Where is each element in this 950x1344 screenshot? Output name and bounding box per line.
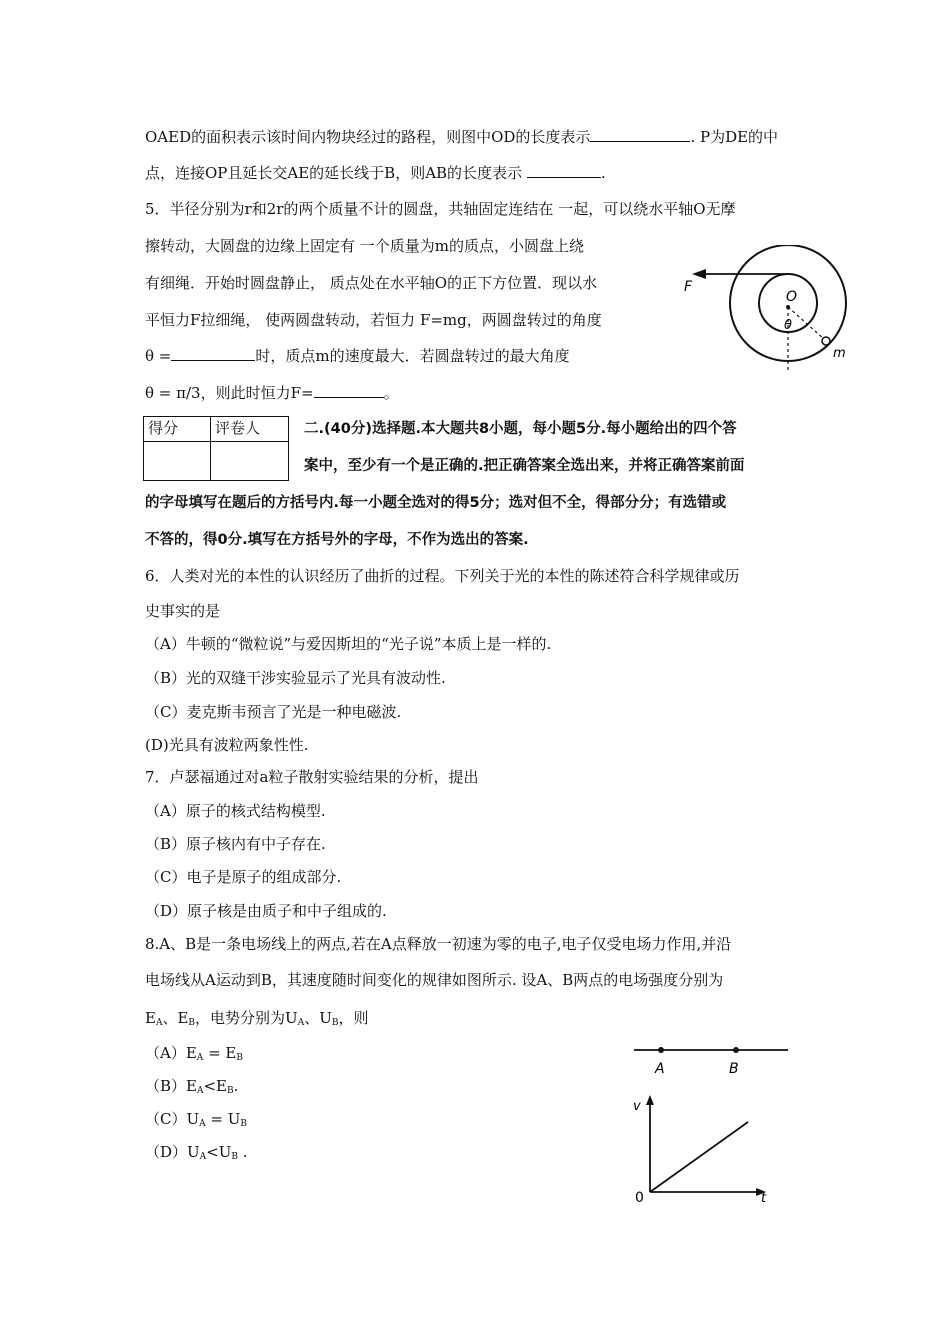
- text: ，则: [338, 1009, 369, 1027]
- q6-option-d: (D)光具有波粒两象性性.: [145, 736, 309, 754]
- text: E: [145, 1009, 156, 1027]
- q6-stem-1: 6．人类对光的本性的认识经历了曲折的过程。下列关于光的本性的陈述符合科学规律或历: [145, 567, 740, 585]
- answer-blank[interactable]: [527, 163, 601, 178]
- label-v: v: [633, 1099, 641, 1114]
- text: ，电势分别为U: [195, 1009, 298, 1027]
- q8-option-b: [145, 1076, 238, 1101]
- q4-line2-text: 点，连接OP且延长交AE的延长线于B，则AB的长度表示: [145, 164, 523, 182]
- q5-theta-prefix: θ =: [145, 347, 172, 365]
- q5-disc-figure: [670, 245, 860, 380]
- q6-option-b: （B）光的双缝干涉实验显示了光具有波动性.: [145, 669, 446, 687]
- q7-option-c: （C）电子是原子的组成部分.: [145, 868, 342, 886]
- point-A: [658, 1047, 664, 1053]
- subscript: B: [227, 1086, 234, 1096]
- text: <U: [206, 1143, 232, 1161]
- text: .: [233, 1077, 239, 1095]
- label-t: t: [761, 1191, 767, 1206]
- grader-header: 评卷人: [211, 417, 289, 442]
- q5-line-5: [145, 346, 570, 366]
- label-A: A: [655, 1061, 665, 1077]
- section2-line-1: 二.(40分)选择题.本大题共8小题，每小题5分.每小题给出的四个答: [304, 421, 737, 437]
- subscript: B: [331, 1018, 339, 1028]
- q8-option-c: [145, 1109, 247, 1134]
- q8-field-line-figure: [630, 1040, 795, 1080]
- subscript: B: [240, 1119, 247, 1129]
- force-arrow-head: [692, 269, 706, 279]
- q8-vt-graph: [628, 1092, 778, 1207]
- q8-option-d: [145, 1142, 248, 1167]
- velocity-line: [650, 1122, 748, 1192]
- q5-max-angle-tail: 。: [383, 384, 399, 402]
- answer-blank[interactable]: [590, 127, 690, 142]
- q6-stem-2: 史事实的是: [145, 602, 221, 620]
- q4-line1-text: OAED的面积表示该时间内物块经过的路程，则图中OD的长度表示: [145, 128, 591, 146]
- q5-line-4: 平恒力F拉细绳， 使两圆盘转动，若恒力 F=mg，两圆盘转过的角度: [145, 311, 602, 329]
- q8-stem-2: 电场线从A运动到B，其速度随时间变化的规律如图所示. 设A、B两点的电场强度分别为: [145, 971, 724, 989]
- q6-option-c: （C）麦克斯韦预言了光是一种电磁波.: [145, 703, 402, 721]
- subscript: A: [155, 1018, 163, 1028]
- text: <E: [203, 1077, 228, 1095]
- label-m: m: [833, 346, 846, 361]
- subscript: A: [199, 1119, 206, 1129]
- q4-line2: [145, 163, 606, 183]
- q7-option-b: （B）原子核内有中子存在.: [145, 835, 326, 853]
- grader-cell[interactable]: [211, 442, 289, 481]
- text: 、E: [162, 1009, 189, 1027]
- subscript: B: [188, 1018, 196, 1028]
- q7-option-a: （A）原子的核式结构模型.: [145, 802, 326, 820]
- label-0: 0: [635, 1190, 644, 1206]
- q5-line-2: 擦转动，大圆盘的边缘上固定有 一个质量为m的质点，小圆盘上绕: [145, 237, 584, 255]
- v-axis-arrow: [646, 1095, 654, 1105]
- q5-line-6: [145, 383, 399, 403]
- q5-line-3: 有细绳．开始时圆盘静止， 质点处在水平轴O的正下方位置．现以水: [145, 274, 598, 292]
- mass-point: [822, 337, 830, 345]
- text: （B）E: [145, 1077, 197, 1095]
- score-table: [143, 416, 289, 481]
- q5-line-1: 5．半径分别为r和2r的两个质量不计的圆盘，共轴固定连结在 一起，可以绕水平轴O无摩: [145, 200, 736, 218]
- answer-blank[interactable]: [171, 346, 255, 361]
- axis-point: [786, 305, 790, 309]
- text: （C）U: [145, 1110, 200, 1128]
- q8-option-a: [145, 1043, 243, 1068]
- section2-line-3: 的字母填写在题后的方括号内.每一小题全选对的得5分；选对但不全，得部分分；有选错或: [145, 495, 727, 511]
- subscript: A: [196, 1086, 204, 1096]
- subscript: A: [199, 1152, 207, 1162]
- subscript: B: [231, 1152, 239, 1162]
- text: = U: [205, 1110, 241, 1128]
- subscript: B: [236, 1053, 243, 1063]
- q6-option-a: （A）牛顿的“微粒说”与爱因斯坦的“光子说”本质上是一样的.: [145, 635, 552, 653]
- q8-stem-3: [145, 1008, 368, 1033]
- text: （D）U: [145, 1143, 200, 1161]
- q4-line1: [145, 127, 778, 147]
- q4-line2-tail: .: [600, 164, 606, 182]
- label-B: B: [729, 1061, 739, 1077]
- subscript: A: [196, 1053, 204, 1063]
- text: .: [238, 1143, 248, 1161]
- answer-blank[interactable]: [314, 383, 384, 398]
- q7-option-d: （D）原子核是由质子和中子组成的.: [145, 902, 387, 920]
- label-theta: θ: [784, 318, 792, 333]
- section2-line-4: 不答的，得0分.填写在方括号外的字母，不作为选出的答案.: [145, 532, 529, 548]
- label-O: O: [786, 289, 798, 305]
- score-header: 得分: [144, 417, 211, 442]
- q7-stem: 7．卢瑟福通过对a粒子散射实验结果的分析，提出: [145, 768, 479, 786]
- text: （A）E: [145, 1044, 197, 1062]
- text: 、U: [304, 1009, 332, 1027]
- q5-theta-suffix: 时，质点m的速度最大．若圆盘转过的最大角度: [255, 347, 570, 365]
- score-cell[interactable]: [144, 442, 211, 481]
- q5-max-angle-text: θ = π/3，则此时恒力F=: [145, 384, 314, 402]
- point-B: [733, 1047, 739, 1053]
- label-F: F: [684, 279, 693, 295]
- q4-line1-tail: . P为DE的中: [690, 128, 779, 146]
- text: = E: [203, 1044, 237, 1062]
- radius-dashed-line: [788, 307, 824, 339]
- q8-stem-1: 8.A、B是一条电场线上的两点,若在A点释放一初速为零的电子,电子仅受电场力作用,并沿: [145, 935, 732, 953]
- section2-line-2: 案中，至少有一个是正确的.把正确答案全选出来，并将正确答案前面: [304, 458, 745, 474]
- subscript: A: [297, 1018, 305, 1028]
